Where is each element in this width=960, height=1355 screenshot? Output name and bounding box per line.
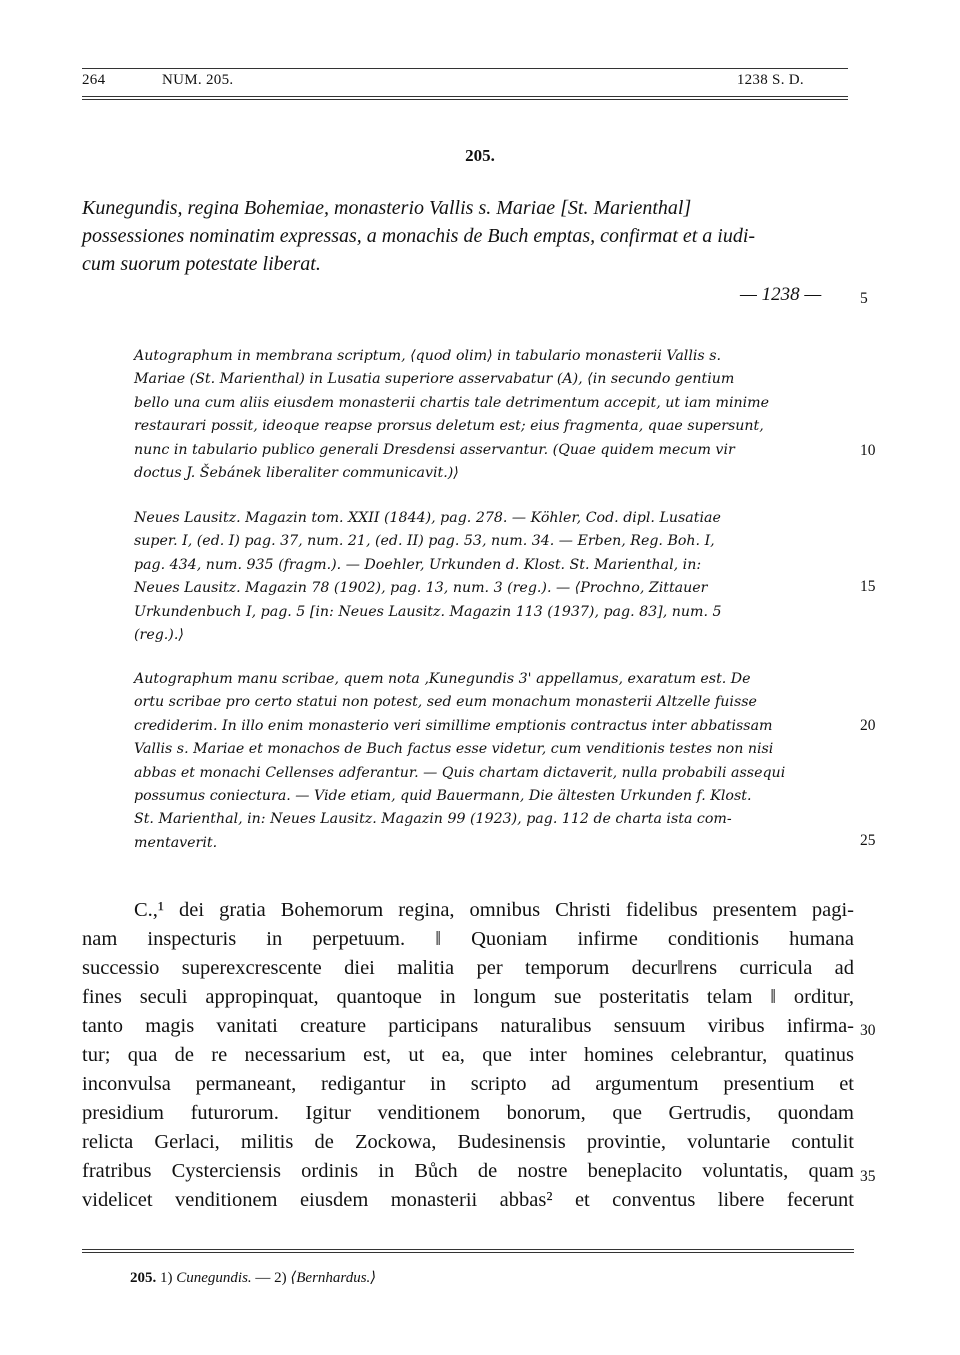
commentary [134,668,854,855]
editions-list [134,507,854,647]
charter-line: tanto magis vanitati creature participans naturalibus sensuum viribus infirma- [82,1015,854,1037]
document-reference: NUM. 205. [162,72,234,88]
charter-line: inconvulsa permaneant, redigantur in scripto ad argumentum presentium et [82,1073,854,1095]
commentary-line: possumus coniectura. — Vide etiam, quid Bauermann, Die ältesten Urkunden f. Klost. [134,788,752,805]
charter-line: presidium futurorum. Igitur venditionem bonorum, que Gertrudis, quondam [82,1102,854,1124]
footnote-separator: — [255,1270,271,1286]
footnote-text: ⟨Bernhardus.⟩ [290,1270,377,1286]
charter-text [82,896,854,1215]
note-line: doctus J. Šebánek liberaliter communicavit.)⟩ [134,465,459,482]
line-number: 20 [860,717,876,734]
footnote-marker: 1) [160,1270,173,1286]
note-line: restaurari possit, ideoque reapse prorsus deletum est; eius fragmenta, quae supersunt, [134,418,764,435]
header-top-rule [82,68,848,69]
autograph-note [134,345,854,485]
commentary-line: abbas et monachi Cellenses adferantur. — Quis chartam dictaverit, nulla probabili assequi [134,764,786,781]
line-number: 25 [860,832,876,849]
note-line: Autographum in membrana scriptum, ⟨quod olim⟩ in tabulario monasterii Vallis s. [134,348,721,364]
regest-line: possessiones nominatim expressas, a monachis de Buch emptas, confirmat et a iudi- [82,225,756,247]
edition-line: pag. 434, num. 935 (fragm.). — Doehler, Urkunden d. Klost. St. Marienthal, in: [134,556,702,573]
commentary-line: Vallis s. Mariae et monachos de Buch factus esse videtur, cum venditionis testes non nisi [134,741,774,758]
document-number: 205. [465,146,495,165]
note-line: nunc in tabulario publico generali Dresdensi asservantur. (Quae quidem mecum vir [134,441,735,458]
line-number: 15 [860,578,876,595]
edition-line: Urkundenbuch I, pag. 5 [in: Neues Lausitz. Magazin 113 (1937), pag. 83], num. 5 [134,603,722,620]
note-line: Mariae (St. Marienthal) in Lusatia superiore asservabatur (A), ⟨in secundo gentium [134,371,735,388]
note-line: bello una cum aliis eiusdem monasterii chartis tale detrimentum accepit, ut iam minime [134,394,770,411]
edition-line: Neues Lausitz. Magazin 78 (1902), pag. 13, num. 3 (reg.). — ⟨Prochno, Zittauer [134,580,708,597]
header-date: 1238 S. D. [736,72,804,88]
page-number: 264 [82,72,106,88]
footnote-text: Cunegundis. [176,1270,252,1286]
charter-line: fines seculi appropinquat, quantoque in longum sue posteritatis telam ‖ orditur, [82,986,854,1008]
header-rule-double [82,99,848,100]
charter-line: videlicet venditionem eiusdem monasterii abbas² et conventus libere fecerunt [82,1189,854,1211]
line-number: 30 [860,1022,876,1039]
edition-line: super. I, (ed. I) pag. 37, num. 21, (ed. II) pag. 53, num. 34. — Erben, Reg. Boh. I, [134,533,715,550]
footnote-marker: 2) [274,1270,287,1286]
running-header [82,72,848,94]
footnote-ref: 205. [130,1270,157,1286]
commentary-line: mentaverit. [134,834,218,851]
line-number: 35 [860,1168,876,1185]
charter-line: fratribus Cysterciensis ordinis in Bůch de nostre beneplacito voluntatis, quam [82,1160,854,1182]
edition-line: Neues Lausitz. Magazin tom. XXII (1844), pag. 278. — Köhler, Cod. dipl. Lusatiae [134,510,721,526]
commentary-line: Autographum manu scribae, quem nota ‚Kunegundis 3' appellamus, exaratum est. De [134,671,751,687]
commentary-line: crediderim. In illo enim monasterio veri simillime emptionis contractus inter abbatissam [134,717,773,734]
edition-line: (reg.).⟩ [134,627,184,644]
charter-line: successio superexcrescente diei malitia per temporum decur‖rens curricula ad [82,957,854,979]
regest-line: cum suorum potestate liberat. [82,253,321,275]
charter-line: nam inspecturis in perpetuum. ‖ Quoniam infirme conditionis humana [82,928,854,950]
line-number: 10 [860,442,876,459]
charter-line: relicta Gerlaci, militis de Zockowa, Budesinensis provintie, voluntarie contulit [82,1131,854,1153]
commentary-line: ortu scribae pro certo statui non potest, sed eum monachum monasterii Altzelle fuisse [134,694,757,711]
commentary-line: St. Marienthal, in: Neues Lausitz. Magazin 99 (1923), pag. 112 de charta ista com- [134,811,732,828]
footnotes [130,1268,376,1287]
document-date: — 1238 — [740,284,822,305]
line-number: 5 [860,290,868,307]
regest-line: Kunegundis, regina Bohemiae, monasterio Vallis s. Mariae [St. Marienthal] [82,197,692,219]
charter-line: C.,¹ dei gratia Bohemorum regina, omnibus Christi fidelibus presentem pagi- [134,899,854,921]
footnote-rule-double [82,1252,854,1253]
regest [82,194,854,278]
footnote-rule [82,1249,854,1250]
header-rule [82,96,848,97]
charter-line: tur; qua de re necessarium est, ut ea, que inter homines celebrantur, quatinus [82,1044,854,1066]
